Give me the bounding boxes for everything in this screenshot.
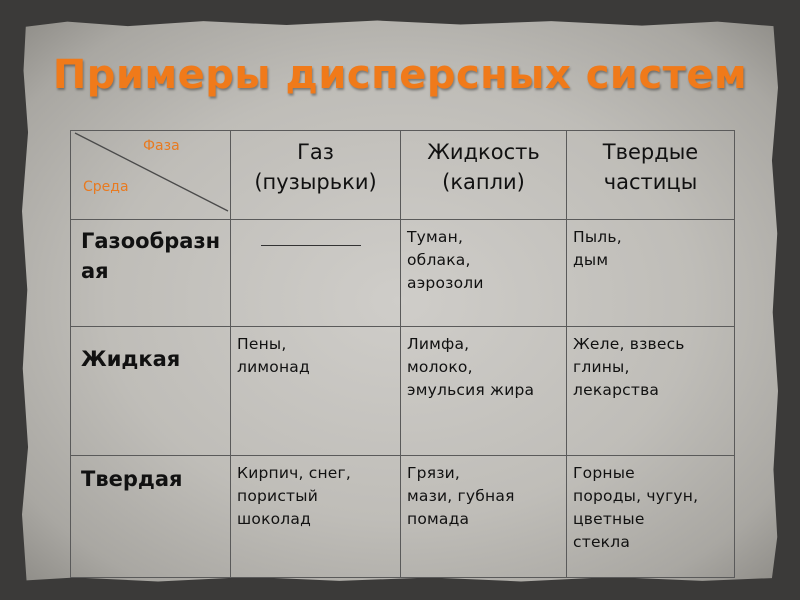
cell-line: аэрозоли: [407, 274, 484, 292]
table-row-liquid: [71, 327, 735, 456]
table-cell: [401, 327, 567, 456]
cell-line: дым: [573, 251, 609, 269]
cell-line: лекарства: [573, 381, 660, 399]
table-row-solid: [71, 456, 735, 578]
cell-line: эмульсия жира: [407, 381, 535, 399]
table-cell: [231, 456, 401, 578]
column-header-line: (пузырьки): [254, 170, 377, 194]
dash-line: [261, 245, 361, 246]
table-cell: [401, 220, 567, 327]
row-header-liquid: Жидкая: [71, 327, 231, 456]
cell-line: шоколад: [237, 510, 312, 528]
cell-line: глины,: [573, 358, 630, 376]
column-header-line: частицы: [603, 170, 698, 194]
column-header-line: Твердые: [602, 140, 699, 164]
cell-line: Туман,: [407, 228, 464, 246]
column-header-line: Газ: [297, 140, 334, 164]
empty-cell-dash: [231, 220, 401, 327]
row-header-solid: Твердая: [71, 456, 231, 578]
corner-cell: [71, 131, 231, 220]
table-row-gaseous: [71, 220, 735, 327]
column-header-line: Жидкость: [427, 140, 540, 164]
cell-line: молоко,: [407, 358, 473, 376]
cell-line: стекла: [573, 533, 631, 551]
cell-line: мази, губная: [407, 487, 515, 505]
cell-line: облака,: [407, 251, 471, 269]
dispersed-systems-table: [70, 130, 735, 578]
medium-label: Среда: [83, 179, 129, 195]
column-header-liquid: [401, 131, 567, 220]
cell-line: помада: [407, 510, 470, 528]
cell-line: лимонад: [237, 358, 310, 376]
cell-line: пористый: [237, 487, 318, 505]
cell-line: Пены,: [237, 335, 287, 353]
row-header-gaseous: Газообразная: [71, 220, 231, 327]
table-cell: [401, 456, 567, 578]
cell-line: Лимфа,: [407, 335, 470, 353]
table-cell: [567, 220, 735, 327]
table-cell: [231, 327, 401, 456]
column-header-line: (капли): [442, 170, 525, 194]
table-cell: [567, 327, 735, 456]
table-cell: [567, 456, 735, 578]
cell-line: Горные: [573, 464, 635, 482]
cell-line: Пыль,: [573, 228, 622, 246]
cell-line: Грязи,: [407, 464, 461, 482]
page-title: Примеры дисперсных систем: [52, 52, 748, 98]
column-header-gas: [231, 131, 401, 220]
cell-line: Желе, взвесь: [573, 335, 685, 353]
cell-line: цветные: [573, 510, 645, 528]
phase-label: Фаза: [143, 138, 180, 154]
column-header-solid: [567, 131, 735, 220]
header-row: [71, 131, 735, 220]
cell-line: Кирпич, снег,: [237, 464, 351, 482]
cell-line: породы, чугун,: [573, 487, 699, 505]
